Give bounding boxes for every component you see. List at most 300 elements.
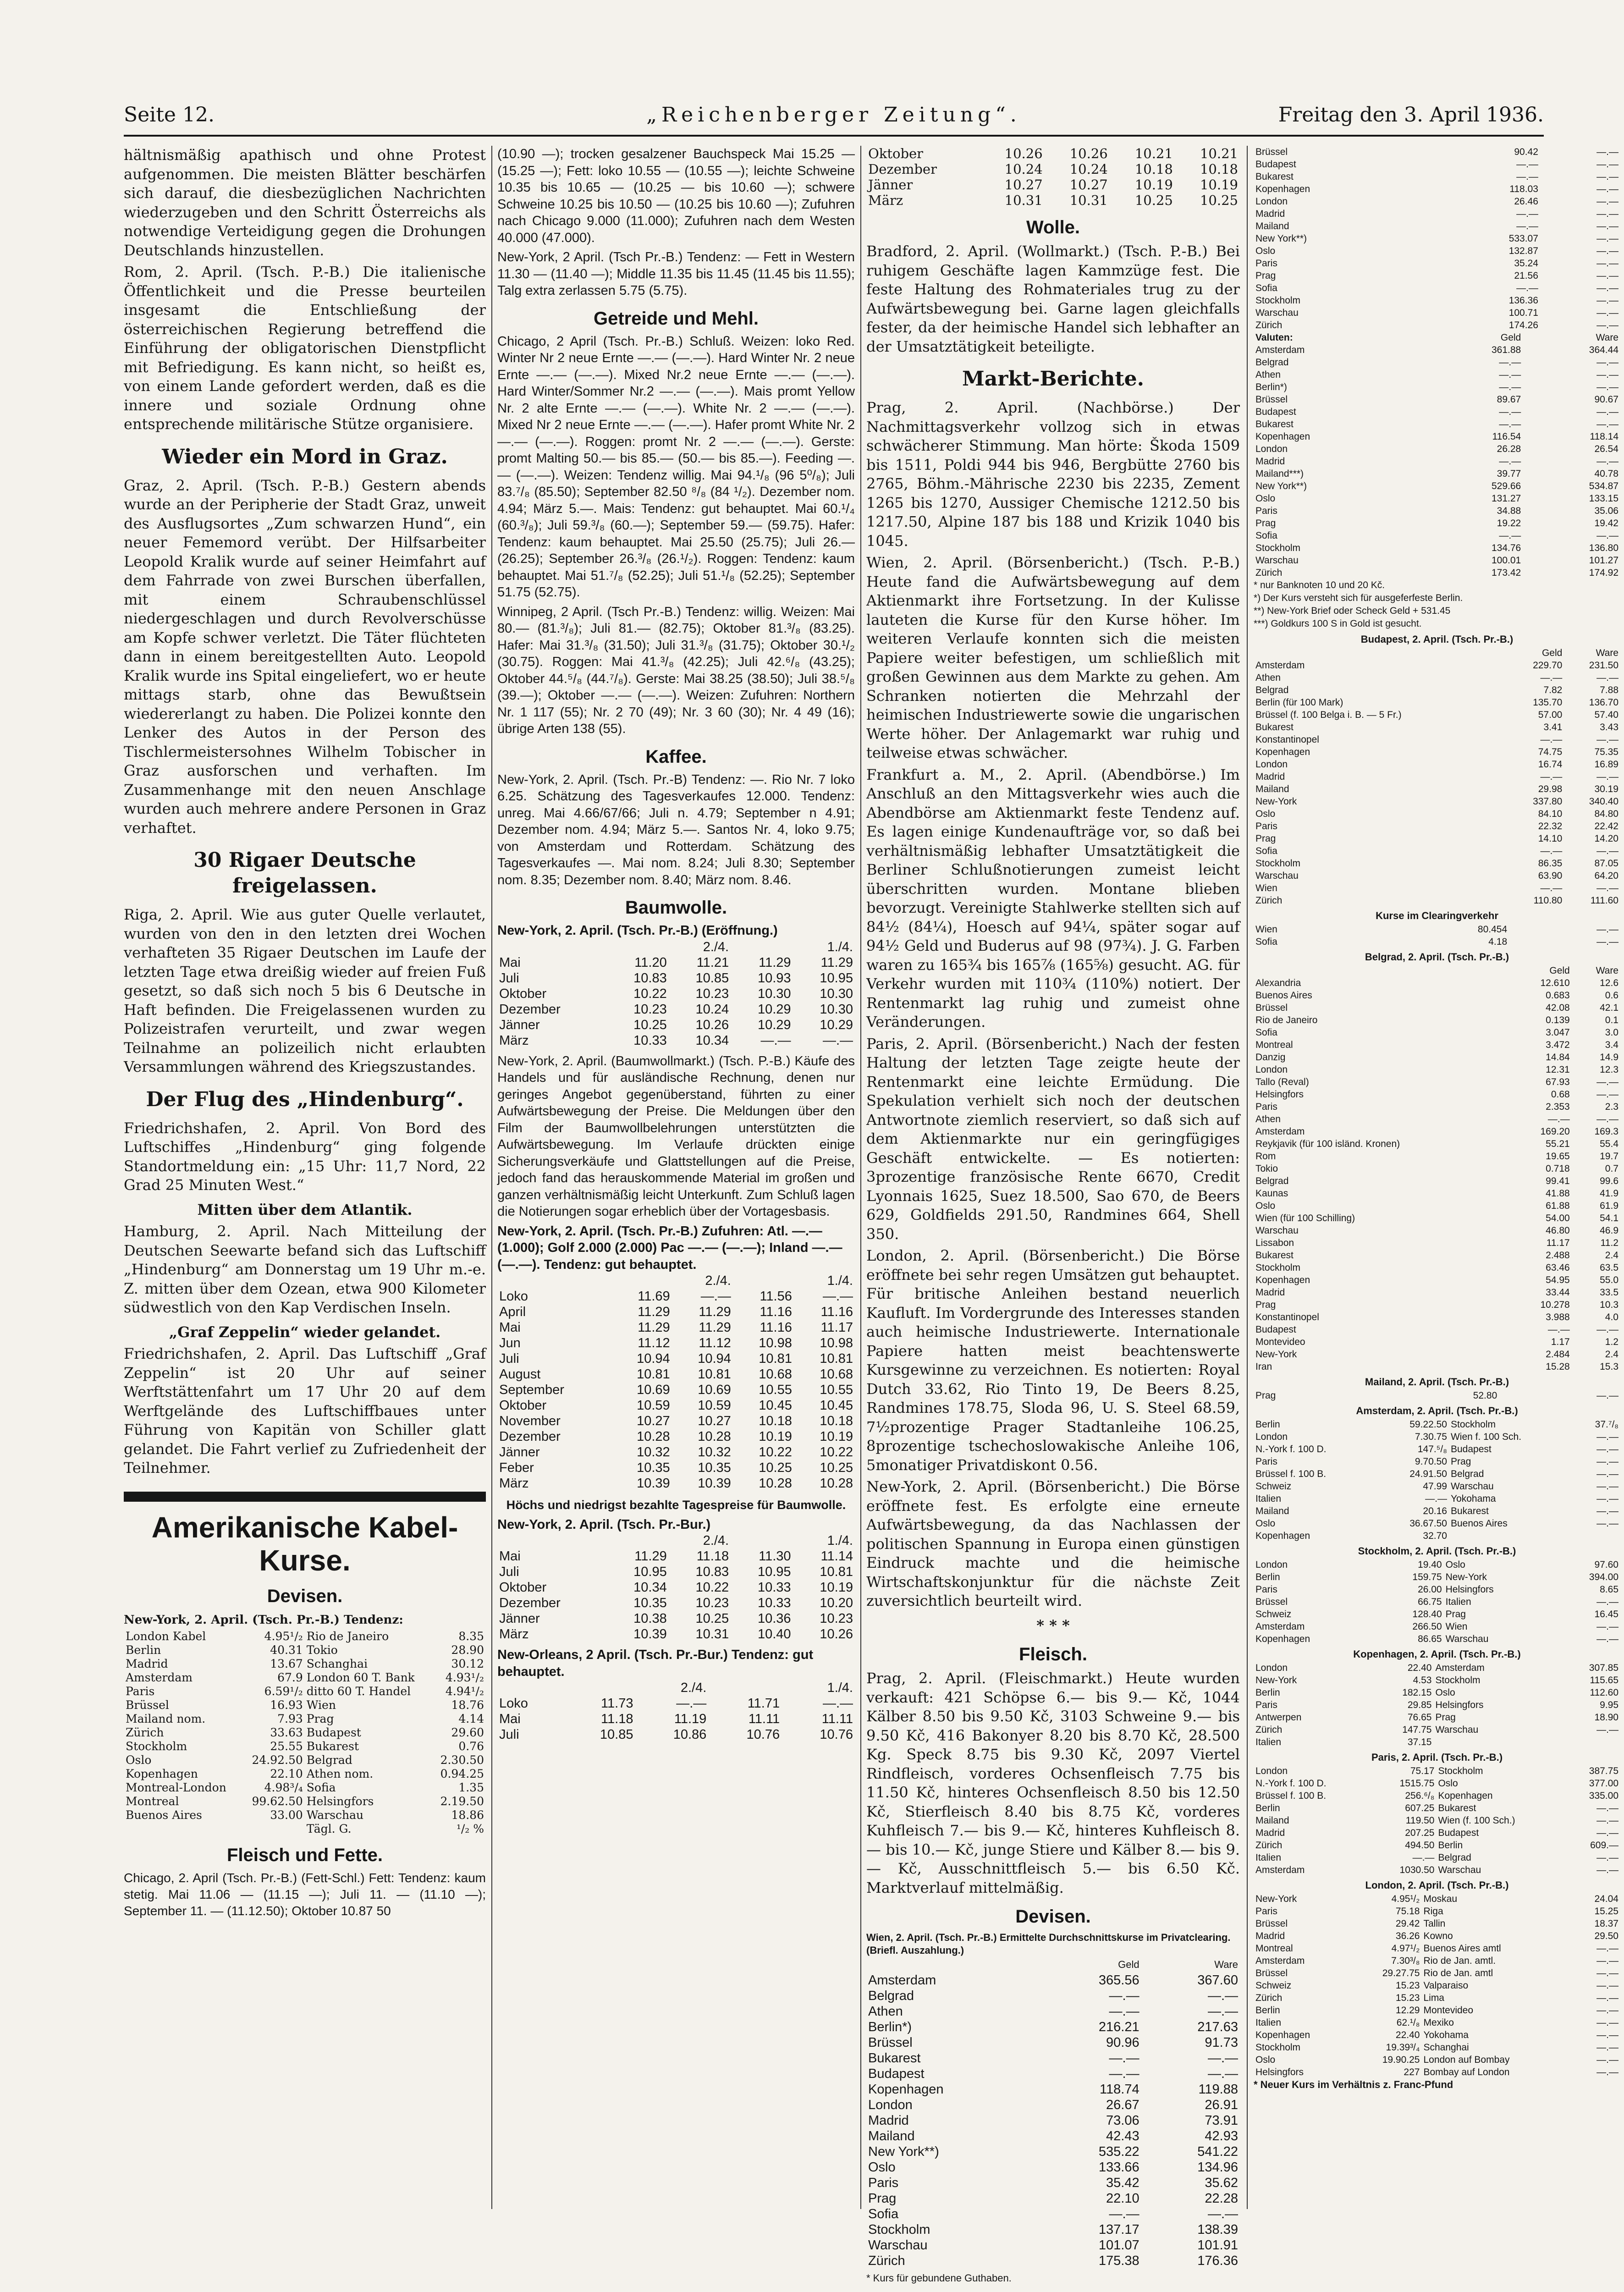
amsterdam-source: Amsterdam, 2. April. (Tsch. Pr.-B.) (1254, 1405, 1620, 1417)
table-row (1254, 1348, 1620, 1361)
table-cell: —.— (1574, 2004, 1620, 2017)
table-cell: Brüssel f. 100 B. (1254, 1468, 1379, 1480)
table-cell: —.— (672, 1289, 733, 1304)
table-cell: 8.65 (1552, 1583, 1620, 1596)
table-row (1254, 1571, 1620, 1583)
table-cell: 14.20 (1564, 832, 1620, 845)
table-cell: 10.95 (606, 1564, 668, 1580)
table-cell: 4.94¹/₂ (432, 1685, 486, 1698)
table-cell: 607.25 (1374, 1802, 1437, 1814)
table-cell: Schweiz (1254, 1480, 1379, 1493)
table-cell: Stockholm (1436, 1765, 1567, 1777)
table-cell: 30.19 (1564, 783, 1620, 795)
devisen-cont-table (1254, 146, 1620, 331)
table-cell: 174.92 (1523, 567, 1620, 579)
table-row (124, 1822, 486, 1836)
table-cell: Berlin (1254, 1418, 1379, 1431)
stockholm-source: Stockholm, 2. April. (Tsch. Pr.-B.) (1254, 1545, 1620, 1558)
table-cell: —.— (1574, 1992, 1620, 2004)
table-cell: 10.55 (794, 1382, 855, 1398)
table-cell: Madrid (1254, 1930, 1352, 1942)
table-cell: 169.3 (1572, 1125, 1620, 1138)
table-cell: —.— (1572, 1076, 1620, 1088)
table-cell: 10.18 (733, 1413, 794, 1429)
headline-baumwolle: Baumwolle. (497, 897, 855, 919)
table-cell: 22.28 (1141, 2191, 1240, 2206)
table-cell: Helsingfors (1254, 2066, 1352, 2078)
subhead-atlantik: Mitten über dem Atlantik. (124, 1201, 486, 1220)
table-cell: Rio de Janeiro (305, 1630, 432, 1643)
table-cell: 10.69 (611, 1382, 672, 1398)
article-hamburg: Hamburg, 2. April. Nach Mitteilung der Deutschen Seewarte befand sich das Luftschiff „Hindenburg“ am Donnerstag um 19 Uhr m.-e. Z. mitten über dem Ozean, etwa 900 Kilometer südwestlich von den Kap Verdischen Inseln. (124, 1222, 486, 1317)
table-cell: —.— (1523, 381, 1620, 393)
table-cell: 7.88 (1564, 684, 1620, 696)
table-cell: 16.93 (242, 1698, 305, 1712)
table-cell: 4.97¹/₂ (1352, 1942, 1422, 1955)
table-cell: —.— (1141, 2066, 1240, 2082)
table-cell: 99.62.50 (242, 1795, 305, 1808)
table-cell: 533.07 (1437, 232, 1540, 245)
article-speck: (10.90 —); trocken gesalzener Bauchspeck Mai 15.25 — (15.25 —); Fett: loko 10.55 — (10.55 —); leichte Schweine 10.35 bis 10.65 — (10.25 — bis 10.60 —); schwere Schweine 10.25 bis 10.50 — (10.25 bis 10.60 —); Zufuhren nach Chicago 9.000 (11.000); Zufuhren nach dem Westen 40.000 (47.000). (497, 146, 855, 246)
table-row (1254, 1905, 1620, 1917)
table-row (1254, 1992, 1620, 2004)
table-cell: Stockholm (1254, 1262, 1514, 1274)
table-row (1254, 1002, 1620, 1014)
table-cell: —.— (1141, 2004, 1240, 2019)
table-cell: Belgrad (1254, 684, 1508, 696)
headline-kaffee: Kaffee. (497, 746, 855, 768)
table-cell: 2.484 (1514, 1348, 1572, 1361)
table-cell: 365.56 (1042, 1972, 1141, 1988)
table-cell: 387.75 (1567, 1765, 1620, 1777)
table-cell: 10.28 (672, 1429, 733, 1444)
table-cell: —.— (1508, 771, 1564, 783)
table-row (866, 2237, 1240, 2253)
table-cell: Stockholm (1254, 542, 1425, 554)
table-row (497, 1413, 855, 1429)
table-cell: —.— (635, 1696, 708, 1711)
headline-hindenburg: Der Flug des „Hindenburg“. (124, 1087, 486, 1113)
table-cell: 11.19 (635, 1711, 708, 1727)
table-row (1254, 1125, 1620, 1138)
table-row (1254, 2041, 1620, 2054)
table-cell: 90.42 (1437, 146, 1540, 158)
table-cell: 30.12 (432, 1657, 486, 1671)
table-cell: London (1254, 1559, 1375, 1571)
table-cell: 10.22 (669, 1580, 731, 1595)
table-cell: —.— (1540, 158, 1620, 171)
table-row (1254, 1979, 1620, 1992)
table-cell: 135.70 (1508, 696, 1564, 709)
table-cell: 6.59¹/₂ (242, 1685, 305, 1698)
table-cell: 10.25 (1110, 193, 1175, 208)
table-row (1254, 894, 1620, 907)
table-cell: Bukarest (1449, 1505, 1574, 1517)
table-row (866, 2160, 1240, 2175)
table-cell: Rio de Jan. amtl (1421, 1967, 1573, 1979)
table-cell: 229.70 (1508, 659, 1564, 672)
table-row (1254, 1955, 1620, 1967)
table-cell: 7.30.75 (1379, 1431, 1449, 1443)
column-4 (1254, 146, 1620, 2209)
table-cell: 118.74 (1042, 2082, 1141, 2097)
table-cell: 10.29 (793, 1017, 855, 1033)
table-cell: Paris (1254, 1455, 1379, 1468)
table-cell: Belgrad (1254, 1175, 1514, 1187)
table-cell: Zürich (1254, 319, 1437, 331)
table-cell: Paris (1254, 1101, 1514, 1113)
table-cell: Paris (1254, 1905, 1352, 1917)
table-cell: 10.26 (980, 146, 1045, 161)
table-cell (1449, 1530, 1574, 1542)
table-cell: 4.14 (432, 1712, 486, 1726)
table-cell: —.— (1574, 2041, 1620, 2054)
table-row (497, 1696, 855, 1711)
table-cell: 39.77 (1425, 468, 1523, 480)
table-cell: Helsingfors (1254, 1088, 1514, 1101)
table-cell: 89.67 (1425, 393, 1523, 406)
table-cell: Madrid (866, 2113, 1042, 2128)
page-header (124, 103, 1544, 140)
table-cell: 12.3 (1572, 1063, 1620, 1076)
table-cell: 10.23 (669, 1595, 731, 1611)
table-cell: —.— (1572, 1113, 1620, 1125)
table-cell: Stockholm (866, 2222, 1042, 2237)
table-cell: 10.33 (606, 1033, 668, 1048)
table-row (1254, 1249, 1620, 1262)
table-row (1254, 381, 1620, 393)
table-row (1254, 845, 1620, 857)
table-cell: 1030.50 (1374, 1864, 1437, 1876)
footnote-line: **) New-York Brief oder Scheck Geld + 531.45 (1254, 605, 1620, 617)
table-cell: 1.35 (432, 1781, 486, 1795)
table-cell: —.— (1425, 356, 1523, 369)
table-cell: 10.22 (606, 986, 668, 1002)
table-row (1254, 158, 1620, 171)
table-cell: 74.75 (1508, 746, 1564, 758)
table-cell: 1515.75 (1374, 1777, 1437, 1790)
headline-graz: Wieder ein Mord in Graz. (124, 444, 486, 470)
table-row (497, 1460, 855, 1476)
table-cell: —.— (1509, 923, 1620, 936)
table-cell: 22.10 (1042, 2191, 1141, 2206)
table-cell: Wien (305, 1698, 432, 1712)
table-row (1254, 1443, 1620, 1455)
table-cell: 340.40 (1564, 795, 1620, 808)
table-cell: 19.65 (1514, 1150, 1572, 1163)
table-cell: Oslo (1254, 808, 1508, 820)
table-cell: 1.2 (1572, 1336, 1620, 1348)
table-row (1254, 1596, 1620, 1608)
table-cell: 84.10 (1508, 808, 1564, 820)
table-row (866, 1972, 1240, 1988)
table-cell: 97.60 (1552, 1559, 1620, 1571)
table-cell: Belgrad (866, 1988, 1042, 2004)
table-row (866, 2082, 1240, 2097)
table-row (1254, 857, 1620, 870)
table-cell: März (497, 1033, 606, 1048)
table-cell: 11.73 (562, 1696, 635, 1711)
table-cell: 11.30 (731, 1548, 793, 1564)
table-cell: Berlin (1254, 1802, 1374, 1814)
table-cell: Athen nom. (305, 1767, 432, 1781)
table-cell: Zürich (1254, 894, 1508, 907)
table-row (1254, 1150, 1620, 1163)
table-cell: 11.2 (1572, 1237, 1620, 1249)
table-cell: Mexiko (1421, 2017, 1573, 2029)
table-row (1254, 696, 1620, 709)
table-cell: 11.17 (1514, 1237, 1572, 1249)
table-cell: Prag (1254, 517, 1425, 529)
table-cell: 4.98³/₄ (242, 1781, 305, 1795)
table-cell: 46.80 (1514, 1224, 1572, 1237)
table-row (1254, 746, 1620, 758)
table-cell: Amsterdam (1254, 659, 1508, 672)
article-fett-newyork: New-York, 2 April. (Tsch Pr.-B.) Tendenz: — Fett in Western 11.30 — (11.40 —); Middle 11.35 bis 11.45 (11.45 bis 11.55); Talg extra zerlassen 5.75 (5.75). (497, 249, 855, 299)
table-cell: —.— (1564, 845, 1620, 857)
table-cell: —.— (1425, 369, 1523, 381)
table-cell: —.— (1540, 232, 1620, 245)
table-cell: Kopenhagen (1254, 430, 1425, 443)
table-cell: 100.71 (1437, 307, 1540, 319)
table-cell: 10.81 (733, 1351, 794, 1366)
table-cell: Buenos Aires (1254, 989, 1514, 1002)
table-cell: 10.31 (669, 1626, 731, 1642)
table-cell (1548, 1736, 1620, 1748)
table-row (497, 1366, 855, 1382)
table-cell: 10.81 (672, 1366, 733, 1382)
table-cell: 535.22 (1042, 2144, 1141, 2160)
table-cell (242, 1822, 305, 1836)
table-cell: 0.76 (432, 1740, 486, 1753)
table-cell: —.— (1548, 1724, 1620, 1736)
stars-separator: * * * (866, 1616, 1240, 1636)
table-cell: 0.68 (1514, 1088, 1572, 1101)
column-divider (1247, 146, 1248, 2209)
table-cell: —.— (1540, 257, 1620, 270)
table-cell: 24.04 (1574, 1893, 1620, 1905)
col-geld: Geld (1508, 647, 1564, 659)
table-row (1254, 1224, 1620, 1237)
table-row (1254, 430, 1620, 443)
table-row (1254, 257, 1620, 270)
table-row (1254, 208, 1620, 220)
col-date: 1./4. (733, 1273, 855, 1289)
table-row (866, 2035, 1240, 2050)
table-cell: 22.42 (1564, 820, 1620, 832)
table-cell: Oktober (497, 986, 606, 1002)
table-cell: Schweiz (1254, 1979, 1352, 1992)
col-geld: Geld (1425, 331, 1523, 344)
table-row (1254, 1559, 1620, 1571)
table-row (1254, 369, 1620, 381)
table-cell: Feber (497, 1460, 611, 1476)
amsterdam-table (1254, 1418, 1620, 1542)
table-cell: 25.55 (242, 1740, 305, 1753)
table-cell: Wien f. 100 Sch. (1449, 1431, 1574, 1443)
table-row (497, 1429, 855, 1444)
table-cell: Italien (1444, 1596, 1552, 1608)
table-row (1254, 245, 1620, 257)
table-cell: 10.25 (733, 1460, 794, 1476)
table-cell: 11.18 (669, 1548, 731, 1564)
table-cell: 367.60 (1141, 1972, 1240, 1988)
table-cell: —.— (1540, 319, 1620, 331)
table-cell: London (1254, 195, 1437, 208)
col-ware: Ware (1141, 1957, 1240, 1972)
table-row (124, 1698, 486, 1712)
table-row (1254, 492, 1620, 505)
table-cell: 3.0 (1572, 1026, 1620, 1039)
table-row (866, 2113, 1240, 2128)
table-row (1254, 1187, 1620, 1200)
table-cell: Mailand (866, 2128, 1042, 2144)
table-cell: —.— (1540, 220, 1620, 232)
table-cell: 11.29 (611, 1304, 672, 1320)
table-row (1254, 936, 1620, 948)
table-cell: —.— (1574, 1431, 1620, 1443)
table-cell: 10.22 (733, 1444, 794, 1460)
table-cell: —.— (1552, 1596, 1620, 1608)
table-cell: Italien (1254, 2017, 1352, 2029)
column-1 (124, 146, 486, 2209)
table-row (1254, 1827, 1620, 1839)
table-cell: —.— (1574, 1517, 1620, 1530)
table-cell: New-York (1254, 1348, 1514, 1361)
table-cell: Antwerpen (1254, 1711, 1362, 1724)
table-cell: London auf Bombay (1421, 2054, 1573, 2066)
table-cell: 12.6 (1572, 977, 1620, 989)
table-row (866, 2004, 1240, 2019)
headline-kabelkurse: Amerikanische Kabel-Kurse. (124, 1511, 486, 1577)
table-cell: 26.91 (1141, 2097, 1240, 2113)
table-cell: Wien (1254, 923, 1365, 936)
table-cell: Berlin (1254, 1686, 1362, 1699)
table-cell: London Kabel (124, 1630, 242, 1643)
table-row (1254, 1686, 1620, 1699)
baumwolle-cont-table (866, 146, 1240, 208)
table-cell: New-York (1254, 1893, 1352, 1905)
table-cell: Prag (1254, 1389, 1367, 1402)
table-cell: Brüssel (1254, 1002, 1514, 1014)
table-cell: 15.3 (1572, 1361, 1620, 1373)
table-cell: London (866, 2097, 1042, 2113)
table-cell: 256.⁶/₈ (1374, 1790, 1437, 1802)
table-cell: 1.17 (1514, 1336, 1572, 1348)
table-cell: 29.27.75 (1352, 1967, 1422, 1979)
table-cell: Alexandria (1254, 977, 1514, 989)
table-cell: 42.08 (1514, 1002, 1572, 1014)
table-cell: 7.93 (242, 1712, 305, 1726)
table-cell: Bukarest (1254, 721, 1508, 733)
clearing-title: Kurse im Clearingverkehr (1254, 909, 1620, 922)
table-cell: 42.43 (1042, 2128, 1141, 2144)
table-cell: —.— (1574, 1480, 1620, 1493)
col-ware: Ware (1572, 964, 1620, 977)
table-cell: 10.36 (731, 1611, 793, 1626)
table-cell: Amsterdam (1254, 1955, 1352, 1967)
col-date: 2./4. (606, 1533, 731, 1548)
table-cell: 10.24 (1045, 161, 1110, 177)
table-row (497, 1727, 855, 1742)
neworleans-source: New-Orleans, 2 April. (Tsch. Pr.-Bur.) Tendenz: gut behauptet. (497, 1647, 855, 1680)
table-cell: 18.76 (432, 1698, 486, 1712)
table-cell: Athen (1254, 672, 1508, 684)
table-cell: Valparaiso (1421, 1979, 1573, 1992)
table-cell: 4.53 (1362, 1674, 1434, 1686)
table-cell: 10.27 (611, 1413, 672, 1429)
table-cell: 101.07 (1042, 2237, 1141, 2253)
table-cell: Berlin (für 100 Mark) (1254, 696, 1508, 709)
baumwolle-table (497, 939, 855, 1048)
table-cell (124, 1822, 242, 1836)
table-cell: Konstantinopel (1254, 1311, 1514, 1323)
article-riga: Riga, 2. April. Wie aus guter Quelle verlautet, wurden von den in den letzten drei Wochen verhafteten 35 Rigaer Deutschen im Laufe der letzten Tage etwa dreißig wieder auf freien Fuß gesetzt, so daß sich noch 5 bis 6 Deutsche in Haft befinden. Die Freigelassenen wurden zu Polizeistrafen verurteilt, und zwar wegen Teilnahme an polizeilich nicht erlaubten Versammlungen während des Kriegszustandes. (124, 905, 486, 1077)
table-cell: 41.88 (1514, 1187, 1572, 1200)
table-cell: —.— (782, 1696, 855, 1711)
table-cell: März (497, 1476, 611, 1491)
table-cell: 10.35 (606, 1595, 668, 1611)
article-graz: Graz, 2. April. (Tsch. P.-B.) Gestern abends wurde an der Peripherie der Stadt Graz, unweit des Ausflugsortes „Zum schwarzen Hund“, ein neuer Fememord verübt. Der Hilfsarbeiter Leopold Kralik wurde auf seiner Heimfahrt auf dem Fahrrade von zwei Burschen überfallen, mit einem Schraubenschlüssel niedergeschlagen und durch Revolverschüsse am Kopfe schwer verletzt. Die Täter flüchteten dann in einem bereitgestellten Auto. Leopold Kralik wurde ins Spital eingeliefert, wo er heute mittags starb, ohne das Bewußtsein wiedererlangt zu haben. Die Polizei konnte den Lenker des Autos in der Person des Tischlermeistersohnes Wilhelm Tobischer in Graz ausforschen und verhaften. Im Zusammenhange mit den neuen Anschlage wurden auch mehrere andere Personen in Graz verhaftet. (124, 476, 486, 838)
table-cell: —.— (1572, 1088, 1620, 1101)
table-cell: 0.1 (1572, 1014, 1620, 1026)
table-cell: Sofia (1254, 1026, 1514, 1039)
table-cell: Helsingfors (305, 1795, 432, 1808)
table-cell: Zürich (1254, 1724, 1362, 1736)
table-cell: Wien (f. 100 Sch.) (1436, 1814, 1567, 1827)
table-row (1254, 832, 1620, 845)
devisen-wien-table (866, 1957, 1240, 2269)
column-divider (860, 146, 861, 2209)
table-cell: 11.29 (611, 1320, 672, 1335)
table-cell: Rom (1254, 1150, 1514, 1163)
table-cell: Schanghai (1421, 2041, 1573, 2054)
table-cell: Athen (866, 2004, 1042, 2019)
table-cell: Montreal (1254, 1942, 1352, 1955)
table-cell: Schweiz (1254, 1608, 1375, 1620)
headline-fleisch: Fleisch. (866, 1643, 1240, 1665)
headline-riga: 30 Rigaer Deutsche freigelassen. (124, 848, 486, 899)
table-cell: 10.85 (669, 970, 731, 986)
table-cell: 10.29 (731, 1017, 793, 1033)
table-cell: 14.9 (1572, 1051, 1620, 1063)
table-row (866, 1988, 1240, 2004)
table-cell: 0.94.25 (432, 1767, 486, 1781)
london-table (1254, 1893, 1620, 2078)
table-cell: 10.30 (793, 986, 855, 1002)
table-cell: Mai (497, 955, 606, 970)
table-cell: 91.73 (1141, 2035, 1240, 2050)
table-row (1254, 1662, 1620, 1674)
neworleans-table (497, 1680, 855, 1742)
table-cell: Bukarest (1254, 171, 1437, 183)
table-cell: Yokohama (1421, 2029, 1573, 2041)
table-cell: —.— (1540, 245, 1620, 257)
table-cell: Sofia (1254, 845, 1508, 857)
table-row (1254, 1323, 1620, 1336)
table-cell: Lissabon (1254, 1237, 1514, 1249)
table-cell: 529.66 (1425, 480, 1523, 492)
table-cell: 10.23 (606, 1002, 668, 1017)
table-cell: —.— (1564, 733, 1620, 746)
table-cell: Warschau (1449, 1480, 1574, 1493)
table-cell: —.— (1540, 294, 1620, 307)
table-cell: 75.18 (1352, 1905, 1422, 1917)
table-row (1254, 1839, 1620, 1851)
table-cell: Bukarest (1254, 1249, 1514, 1262)
table-cell: 29.50 (1574, 1930, 1620, 1942)
header-rule (124, 135, 1544, 137)
